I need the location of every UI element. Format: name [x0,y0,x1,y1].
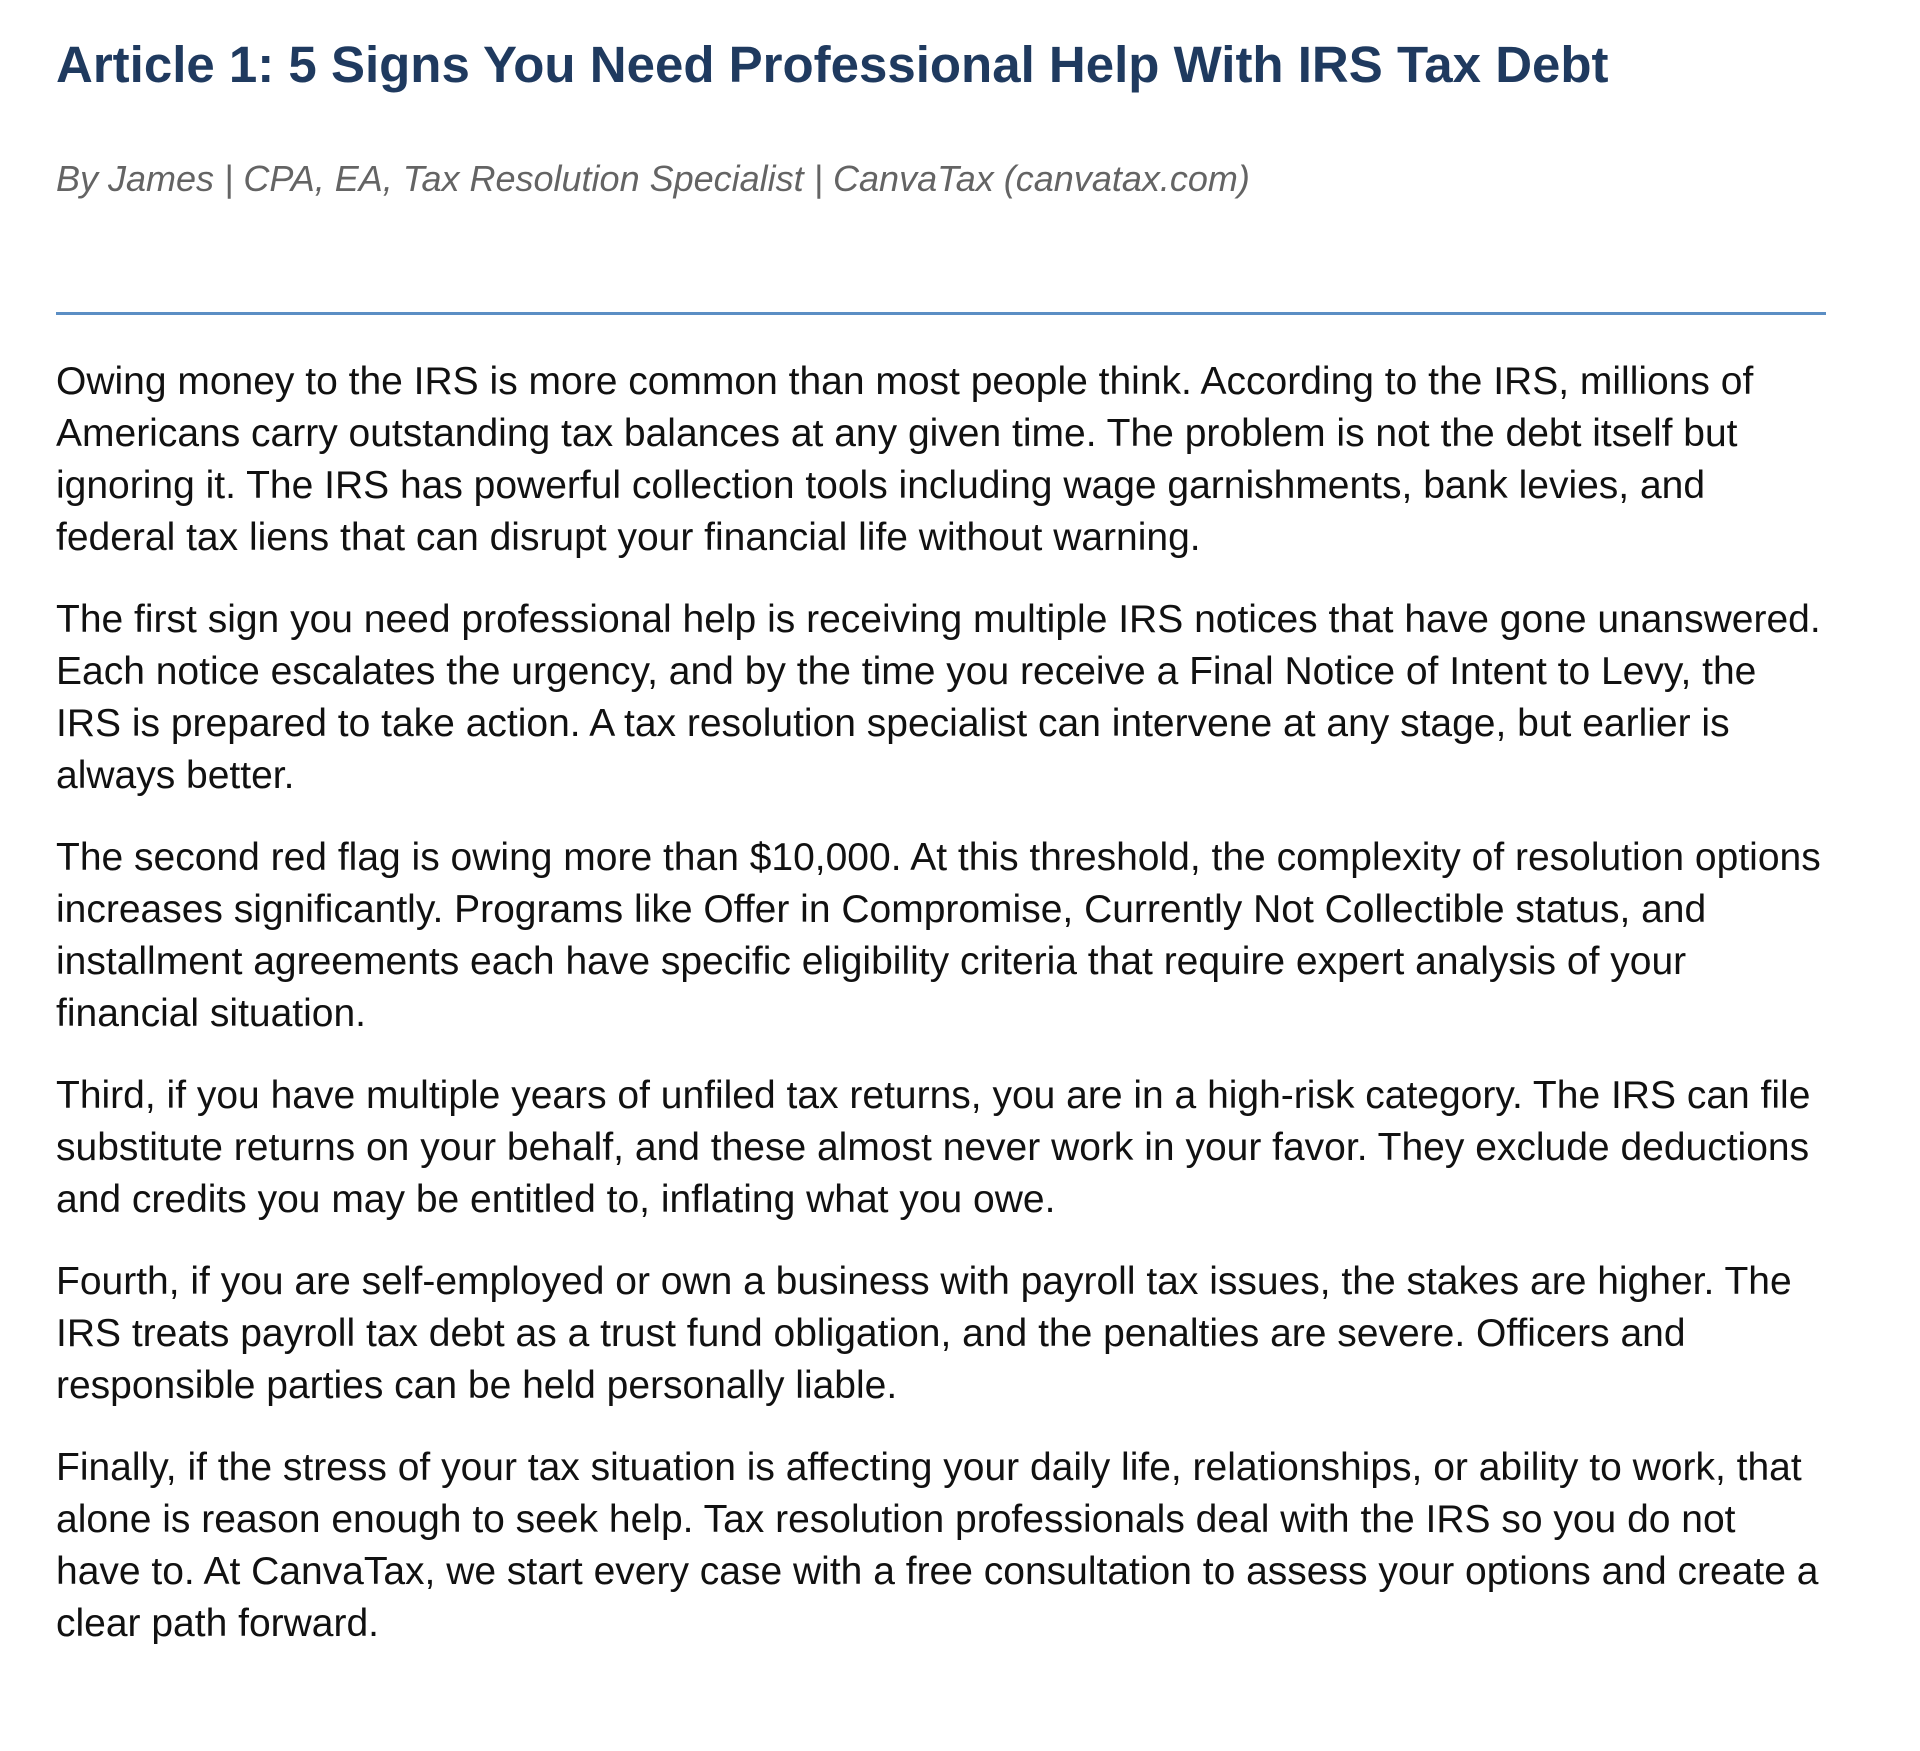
paragraph: Finally, if the stress of your tax situation is affecting your daily life, relationships, or ability to work, that alone is reason enough to seek help. Tax resolution professionals deal with the IRS so you do not have to. At CanvaTax, we start every case with a free consultation to assess your options and create a clear path forward. [56,1446,1819,1645]
article-title: Article 1: 5 Signs You Need Professional Help With IRS Tax Debt [56,36,1609,93]
paragraph: Owing money to the IRS is more common than most people think. According to the IRS, millions of Americans carry outstanding tax balances at any given time. The problem is not the debt itself but ignoring it. The IRS has powerful collection tools including wage garnishments, bank levies, and federal tax liens that can disrupt your financial life without warning. [56,360,1754,559]
paragraph: Fourth, if you are self-employed or own a business with payroll tax issues, the stakes are higher. The IRS treats payroll tax debt as a trust fund obligation, and the penalties are severe. Officers and responsible parties can be held personally liable. [56,1260,1792,1407]
article [56,0,1826,1680]
paragraph: Third, if you have multiple years of unfiled tax returns, you are in a high-risk category. The IRS can file substitute returns on your behalf, and these almost never work in your favor. They exclude deductions and credits you may be entitled to, inflating what you owe. [56,1074,1811,1221]
paragraph: The second red flag is owing more than $10,000. At this threshold, the complexity of resolution options increases significantly. Programs like Offer in Compromise, Currently Not Collectible status, and installment agreements each have specific eligibility criteria that require expert analysis of your financial situation. [56,836,1821,1035]
article-byline: By James | CPA, EA, Tax Resolution Specialist | CanvaTax (canvatax.com) [56,158,1250,199]
article-body [56,356,1826,1650]
divider [56,312,1826,315]
paragraph: The first sign you need professional help is receiving multiple IRS notices that have gone unanswered. Each notice escalates the urgency, and by the time you receive a Final Notice of Intent to Levy, the IRS is prepared to take action. A tax resolution specialist can intervene at any stage, but earlier is always better. [56,598,1821,797]
